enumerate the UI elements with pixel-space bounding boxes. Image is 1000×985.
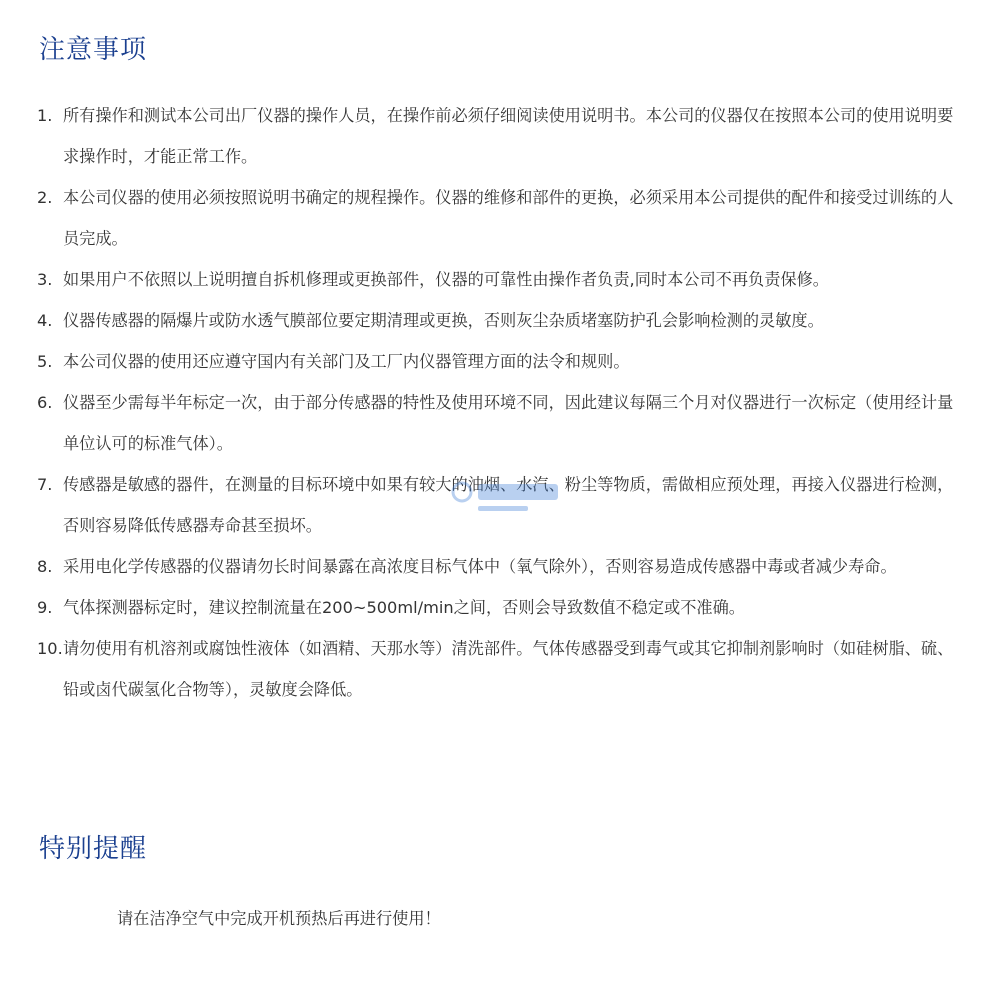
notice-text: 传感器是敏感的器件，在测量的目标环境中如果有较大的油烟、水汽、粉尘等物质，需做相应预处理，再接入仪器进行检测，否则容易降低传感器寿命甚至损坏。 — [63, 475, 954, 535]
notice-number: 6. — [37, 393, 53, 412]
notice-number: 10. — [37, 639, 63, 658]
notice-text: 本公司仪器的使用还应遵守国内有关部门及工厂内仪器管理方面的法令和规则。 — [63, 352, 630, 371]
notice-item-3 — [0, 259, 1000, 300]
notice-number: 5. — [37, 352, 53, 371]
reminder-text: 请在洁净空气中完成开机预热后再进行使用！ — [117, 909, 441, 928]
notice-number: 9. — [37, 598, 53, 617]
reminder-section-title: 特别提醒 — [39, 834, 148, 864]
notice-item-2 — [0, 177, 1000, 259]
notice-number: 4. — [37, 311, 53, 330]
notice-item-4 — [0, 300, 1000, 341]
notice-item-9 — [0, 587, 1000, 628]
notice-item-5 — [0, 341, 1000, 382]
notice-item-7 — [0, 464, 1000, 546]
notice-text: 仪器至少需每半年标定一次，由于部分传感器的特性及使用环境不同，因此建议每隔三个月对仪器进行一次标定（使用经计量单位认可的标准气体）。 — [63, 393, 954, 453]
notice-section-title: 注意事项 — [39, 35, 148, 65]
notice-number: 7. — [37, 475, 53, 494]
notice-number: 1. — [37, 106, 53, 125]
notice-text: 仪器传感器的隔爆片或防水透气膜部位要定期清理或更换，否则灰尘杂质堵塞防护孔会影响检测的灵敏度。 — [63, 311, 824, 330]
notice-item-8 — [0, 546, 1000, 587]
notice-text: 气体探测器标定时，建议控制流量在200~500ml/min之间，否则会导致数值不稳定或不准确。 — [63, 598, 745, 617]
notice-item-1 — [0, 95, 1000, 177]
notice-number: 2. — [37, 188, 53, 207]
notice-number: 3. — [37, 270, 53, 289]
notice-text: 本公司仪器的使用必须按照说明书确定的规程操作。仪器的维修和部件的更换，必须采用本公司提供的配件和接受过训练的人员完成。 — [63, 188, 954, 248]
notice-text: 如果用户不依照以上说明擅自拆机修理或更换部件，仪器的可靠性由操作者负责,同时本公司不再负责保修。 — [63, 270, 829, 289]
notice-item-6 — [0, 382, 1000, 464]
notice-text: 请勿使用有机溶剂或腐蚀性液体（如酒精、天那水等）清洗部件。气体传感器受到毒气或其它抑制剂影响时（如硅树脂、硫、铅或卤代碳氢化合物等），灵敏度会降低。 — [63, 639, 954, 699]
notice-item-10 — [0, 628, 1000, 710]
notice-number: 8. — [37, 557, 53, 576]
notice-text: 采用电化学传感器的仪器请勿长时间暴露在高浓度目标气体中（氧气除外），否则容易造成传感器中毒或者减少寿命。 — [63, 557, 897, 576]
notice-list — [0, 95, 1000, 710]
notice-text: 所有操作和测试本公司出厂仪器的操作人员，在操作前必须仔细阅读使用说明书。本公司的仪器仅在按照本公司的使用说明要求操作时，才能正常工作。 — [63, 106, 954, 166]
